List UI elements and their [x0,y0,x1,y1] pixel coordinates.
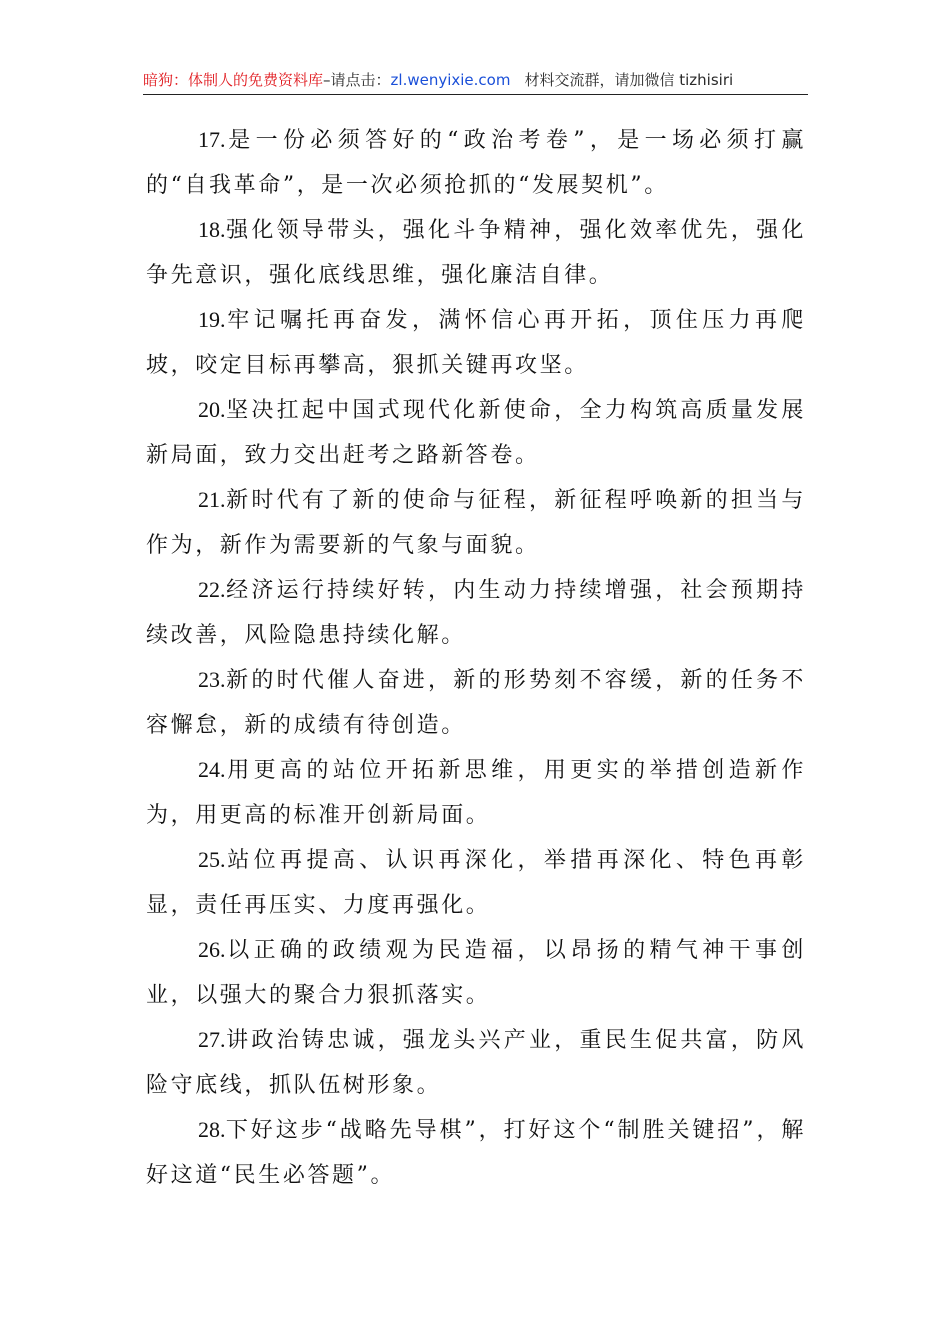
list-item [146,208,806,298]
header-link[interactable]: zl.wenyixie.com [390,71,511,89]
header-brand: 暗狗：体制人的免费资料库 [143,71,324,89]
item-number: 28. [198,1117,226,1142]
list-item [146,928,806,1018]
list-item [146,568,806,658]
item-text: 新时代有了新的使命与征程，新征程呼唤新的担当与作为，新作为需要新的气象与面貌。 [146,488,806,558]
item-text: 牢记嘱托再奋发，满怀信心再开拓，顶住压力再爬坡，咬定目标再攀高，狠抓关键再攻坚。 [146,308,806,378]
item-text: 新的时代催人奋进，新的形势刻不容缓，新的任务不容懈怠，新的成绩有待创造。 [146,668,806,738]
item-text: 以正确的政绩观为民造福，以昂扬的精气神干事创业，以强大的聚合力狠抓落实。 [146,938,806,1008]
page-header [143,66,808,95]
item-text: 站位再提高、认识再深化，举措再深化、特色再彰显，责任再压实、力度再强化。 [146,848,806,918]
item-number: 25. [198,847,226,872]
list-item [146,298,806,388]
list-item [146,748,806,838]
item-text: 用更高的站位开拓新思维，用更实的举措创造新作为，用更高的标准开创新局面。 [146,758,806,828]
item-number: 19. [198,307,226,332]
list-item [146,658,806,748]
list-item [146,388,806,478]
item-number: 26. [198,937,226,962]
list-item [146,478,806,568]
item-number: 20. [198,397,226,422]
item-text: 经济运行持续好转，内生动力持续增强，社会预期持续改善，风险隐患持续化解。 [146,578,806,648]
item-number: 23. [198,667,226,692]
header-contact: 材料交流群，请加微信 tizhisiri [524,71,734,89]
item-number: 21. [198,487,226,512]
item-text: 坚决扛起中国式现代化新使命，全力构筑高质量发展新局面，致力交出赶考之路新答卷。 [146,398,806,468]
item-number: 18. [198,217,226,242]
list-item [146,1108,806,1198]
list-item [146,118,806,208]
item-number: 27. [198,1027,226,1052]
list-item [146,1018,806,1108]
header-link-prefix: –请点击： [323,71,391,89]
item-number: 17. [198,127,226,152]
item-text: 下好这步“战略先导棋”，打好这个“制胜关键招”，解好这道“民生必答题”。 [146,1118,806,1188]
item-number: 22. [198,577,226,602]
item-text: 讲政治铸忠诚，强龙头兴产业，重民生促共富，防风险守底线，抓队伍树形象。 [146,1028,806,1098]
item-text: 强化领导带头，强化斗争精神，强化效率优先，强化争先意识，强化底线思维，强化廉洁自律。 [146,218,806,288]
list-item [146,838,806,928]
item-number: 24. [198,757,226,782]
item-text: 是一份必须答好的“政治考卷”，是一场必须打赢的“自我革命”，是一次必须抢抓的“发展契机”。 [146,128,806,198]
document-body [146,118,806,1198]
